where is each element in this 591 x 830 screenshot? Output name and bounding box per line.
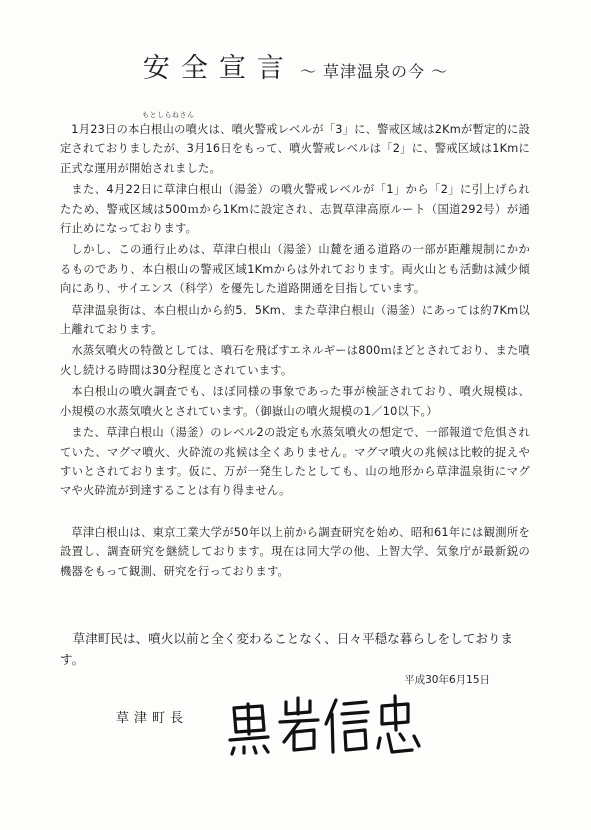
- paragraph-3: しかし、この通行止めは、草津白根山（湯釜）山麓を通る道路の一部が距離規制にかかるものであり、本白根山の警戒区域1Kmからは外れております。両火山とも活動は減少傾向にあり、サイエンス（科学）を優先した道路開通を目指しています。: [60, 243, 530, 296]
- closing-statement: 草津町民は、噴火以前と全く変わることなく、日々平穏な暮らしをしております。: [60, 631, 514, 667]
- paragraph-6: 本白根山の噴火調査でも、ほぼ同様の事象であった事が検証されており、噴火規模は、小規模の水蒸気噴火とされています。（御嶽山の噴火規模の1／10以下。）: [60, 385, 530, 418]
- document-title: [0, 46, 591, 85]
- paragraph-2: また、4月22日に草津白根山（湯釜）の噴火警戒レベルが「1」から「2」に引上げられたため、警戒区域は500ｍから1Kmに設定され、志賀草津高原ルート（国道292号）が通行止めになっております。: [60, 183, 530, 236]
- signatory-title: 草津町長: [116, 711, 189, 726]
- document-date: 平成30年6月15日: [404, 674, 490, 686]
- paragraph-5: 水蒸気噴火の特徴としては、噴石を飛ばすエネルギーは800ｍほどとされており、また噴火し続ける時間は30分程度とされています。: [60, 344, 530, 377]
- paragraph-1: 1月23日の本白根山の噴火は、噴火警戒レベルが「3」に、警戒区域は2Kmが暫定的に設定されておりましたが、3月16日をもって、噴火警戒レベルは「2」に、警戒区域は1Kmに正式な運用が開始されました。: [60, 123, 530, 175]
- paragraph-4: 草津温泉街は、本白根山から約5．5Km、また草津白根山（湯釜）にあっては約7Km以上離れております。: [60, 303, 530, 337]
- title-main: 安全宣言: [142, 53, 295, 84]
- body-text: [60, 120, 530, 583]
- title-subtitle: ～ 草津温泉の今 ～: [299, 62, 449, 81]
- furigana-reading: もとしらねさん: [142, 111, 195, 119]
- paragraph-7: また、草津白根山（湯釜）のレベル2の設定も水蒸気噴火の想定で、一部報道で危惧されていた、マグマ噴火、火砕流の兆候は全くありません。マグマ噴火の兆候は比較的捉えやすいとされております。仮に、万が一発生したとしても、山の地形から草津温泉街にマグマや火砕流が到達することは有り得ません。: [60, 426, 530, 498]
- handwritten-signature: [222, 690, 422, 760]
- paragraph-8: 草津白根山は、東京工業大学が50年以上前から調査研究を始め、昭和61年には観測所を設置し、調査研究を継続しております。現在は同大学の他、上智大学、気象庁が最新鋭の機器をもって観測、研究を行っております。: [60, 525, 530, 578]
